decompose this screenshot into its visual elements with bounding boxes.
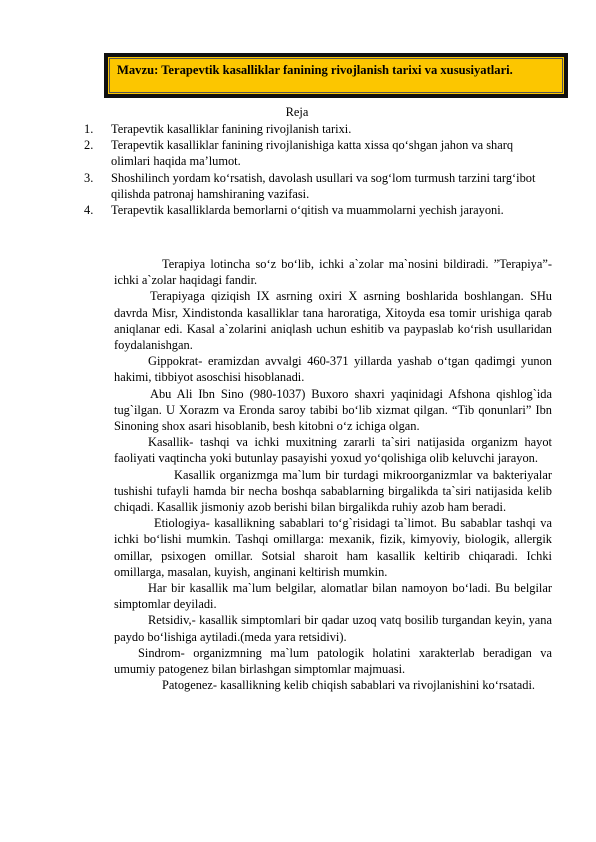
plan-title: Reja bbox=[285, 105, 309, 119]
plan-item-number: 1. bbox=[84, 122, 94, 136]
paragraph-etiologiya: Etiologiya- kasallikning sabablari to‘g`risidagi ta`limot. Bu sabablar tashqi va ichki bo‘lishi mumkin. Tashqi omillarga: mexanik, fizik, kimyoviy, biologik, allergik omillar, psixogen omillar. Sotsial sharoit ham kasallik keltirib chiqaradi. Ichki omillarga, masalan, kuyish, anginani keltirish mumkin. bbox=[114, 516, 552, 579]
paragraph-gippokrat: Gippokrat- eramizdan avvalgi 460-371 yillarda yashab o‘tgan qadimgi yunon hakimi, tibbiyot asoschisi hisoblanadi. bbox=[114, 354, 552, 385]
topic-title: Mavzu: Terapevtik kasalliklar fanining rivojlanish tarixi va xususiyatlari. bbox=[117, 63, 513, 77]
paragraph-retsidiv: Retsidiv,- kasallik simptomlari bir qadar uzoq vatq bosilib turgandan keyin, yana paydo bo‘lishiga aytiladi.(meda yara retsidivi). bbox=[114, 613, 552, 644]
plan-item bbox=[84, 170, 554, 202]
paragraph-kasallik-definition: Kasallik- tashqi va ichki muxitning zararli ta`siri natijasida organizm hayot faoliyati vaqtincha yoki butunlay pasayishi yoxud yo‘qolishiga olib keluvchi jarayon. bbox=[114, 435, 552, 466]
plan-item bbox=[84, 137, 554, 169]
plan-heading bbox=[0, 104, 596, 120]
paragraph-patogenez: Patogenez- kasallikning kelib chiqish sabablari va rivojlanishini ko‘rsatadi. bbox=[162, 678, 536, 693]
plan-list bbox=[84, 121, 554, 218]
plan-item-number: 2. bbox=[84, 138, 94, 153]
paragraph-sindrom: Sindrom- organizmning ma`lum patologik holatini xarakterlab beradigan va umumiy patogenez bilan birlashgan simptomlar majmuasi. bbox=[114, 645, 552, 677]
plan-item-text: Shoshilinch yordam ko‘rsatish, davolash usullari va sog‘lom turmush tarzini targ‘ibot qilishda patronaj hamshiraning vazifasi. bbox=[111, 170, 536, 201]
paragraph-kasallik-causes: Kasallik organizmga ma`lum bir turdagi mikroorganizmlar va bakteriyalar tushishi tufayli hamda bir necha boshqa sabablarning birgalikda ta`siri natijasida kelib chiqadi. Kasallik jismoniy azob berishi bilan birgalikda ruhiy azob ham beradi. bbox=[114, 467, 552, 515]
document-body bbox=[114, 256, 552, 693]
plan-item bbox=[84, 202, 554, 218]
paragraph-simptomlar: Har bir kasallik ma`lum belgilar, alomatlar bilan namoyon bo‘ladi. Bu belgilar simptomlar deyiladi. bbox=[114, 581, 552, 612]
paragraph-history: Terapiyaga qiziqish IX asrning oxiri X asrning boshlarida boshlangan. SHu davrda Misr, Xindistonda kasalliklar tana haroratiga, Xitoyda esa tomir urishiga qarab aniqlanar edi. Kasal a`zolarini aniqlash uchun eshitib va paypaslab ko‘rish usullaridan foydalanishgan. bbox=[114, 289, 552, 353]
paragraph-terapiya: Terapiya lotincha so‘z bo‘lib, ichki a`zolar ma`nosini bildiradi. ”Terapiya”- ichki a`zolar haqidagi fandir. bbox=[114, 257, 552, 288]
plan-item-number: 3. bbox=[84, 170, 94, 185]
plan-item bbox=[84, 121, 554, 137]
topic-box bbox=[104, 53, 568, 98]
plan-item-number: 4. bbox=[84, 203, 94, 218]
paragraph-ibn-sino: Abu Ali Ibn Sino (980-1037) Buxoro shaxri yaqinidagi Afshona qishlog`ida tug`ilgan. U Xorazm va Eronda saroy tabibi bo‘lib xizmat qilgan. “Tib qonunlari” Ibn Sinoning shox asari hisoblanib, besh kitobni o‘z ichiga olgan. bbox=[114, 386, 552, 434]
plan-item-text: Terapevtik kasalliklar fanining rivojlanish tarixi. bbox=[111, 122, 352, 136]
plan-item-text: Terapevtik kasalliklarda bemorlarni o‘qitish va muammolarni yechish jarayoni. bbox=[111, 203, 504, 218]
plan-item-text: Terapevtik kasalliklar fanining rivojlanishiga katta xissa qo‘shgan jahon va sharq olimlari haqida ma’lumot. bbox=[111, 138, 514, 169]
